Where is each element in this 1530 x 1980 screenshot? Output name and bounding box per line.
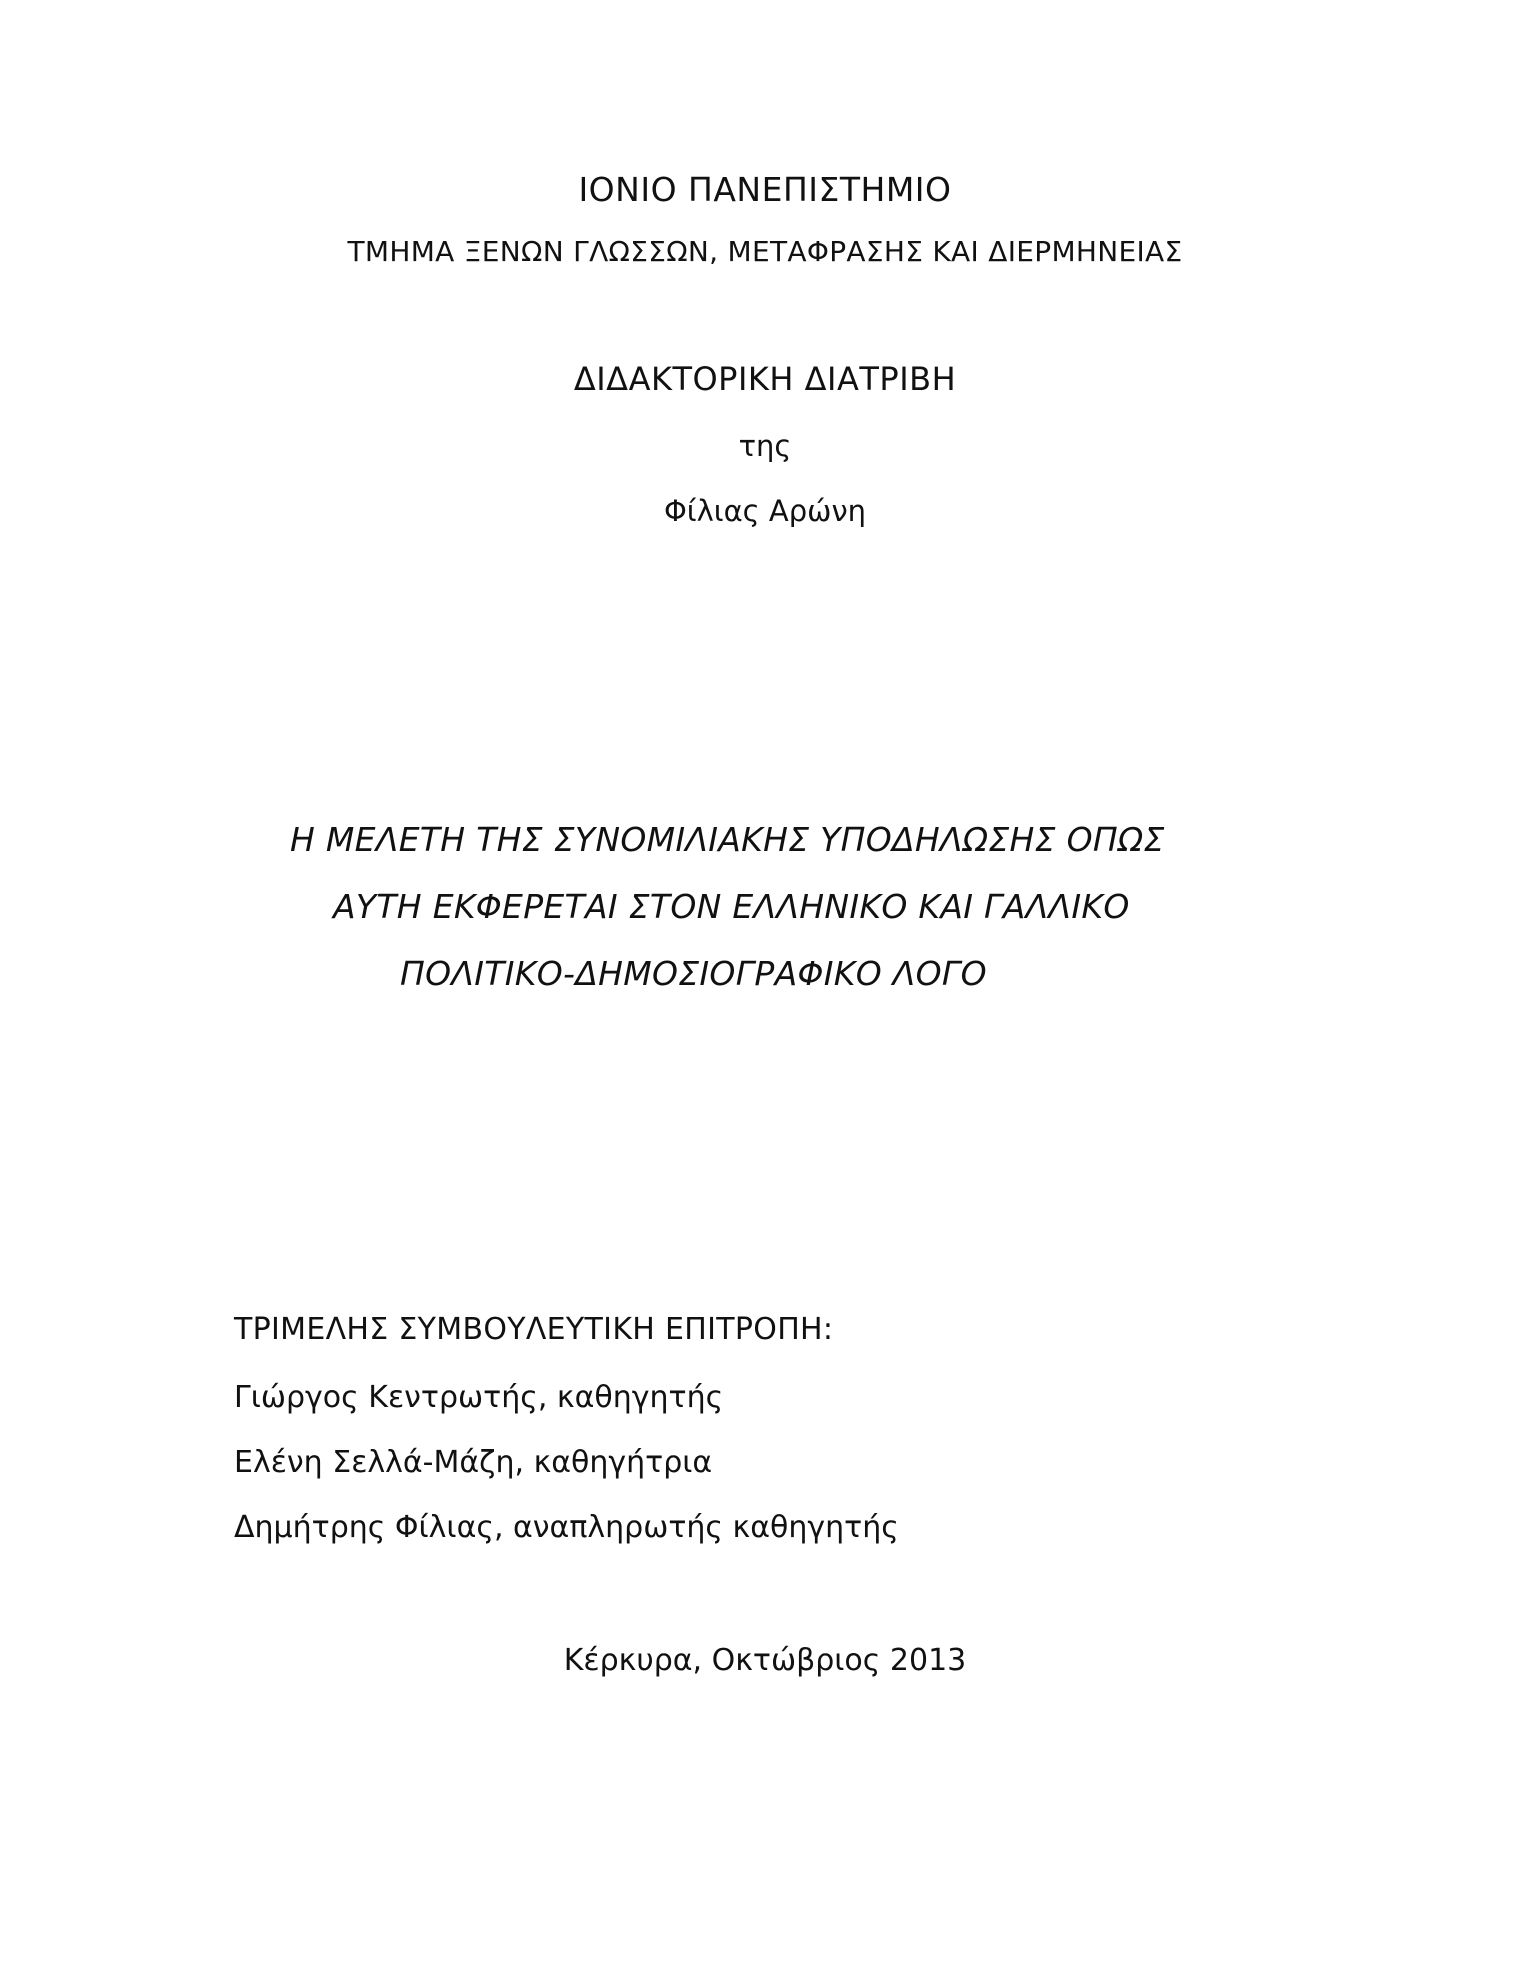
thesis-title-line-1: Η ΜΕΛΕΤΗ ΤΗΣ ΣΥΝΟΜΙΛΙΑΚΗΣ ΥΠΟΔΗΛΩΣΗΣ ΟΠΩΣ — [290, 820, 1165, 859]
committee-member: Δημήτρης Φίλιας, αναπληρωτής καθηγητής — [234, 1510, 899, 1545]
committee-member: Ελένη Σελλά-Μάζη, καθηγήτρια — [234, 1445, 713, 1480]
place-and-date: Κέρκυρα, Οκτώβριος 2013 — [563, 1643, 967, 1678]
committee-member: Γιώργος Κεντρωτής, καθηγητής — [234, 1380, 724, 1415]
department-name: ΤΜΗΜΑ ΞΕΝΩΝ ΓΛΩΣΣΩΝ, ΜΕΤΑΦΡΑΣΗΣ ΚΑΙ ΔΙΕΡΜΗΝΕΙΑΣ — [347, 235, 1183, 268]
committee-heading: ΤΡΙΜΕΛΗΣ ΣΥΜΒΟΥΛΕΥΤΙΚΗ ΕΠΙΤΡΟΠΗ: — [234, 1312, 834, 1347]
university-name: ΙΟΝΙΟ ΠΑΝΕΠΙΣΤΗΜΙΟ — [578, 170, 952, 209]
thesis-title-line-3: ΠΟΛΙΤΙΚΟ-ΔΗΜΟΣΙΟΓΡΑΦΙΚΟ ΛΟΓΟ — [400, 954, 987, 993]
author-name: Φίλιας Αρώνη — [663, 494, 867, 528]
author-preposition: της — [738, 429, 792, 463]
document-type: ΔΙΔΑΚΤΟΡΙΚΗ ΔΙΑΤΡΙΒΗ — [573, 360, 957, 398]
thesis-title-line-2: ΑΥΤΗ ΕΚΦΕΡΕΤΑΙ ΣΤΟΝ ΕΛΛΗΝΙΚΟ ΚΑΙ ΓΑΛΛΙΚΟ — [333, 887, 1130, 926]
